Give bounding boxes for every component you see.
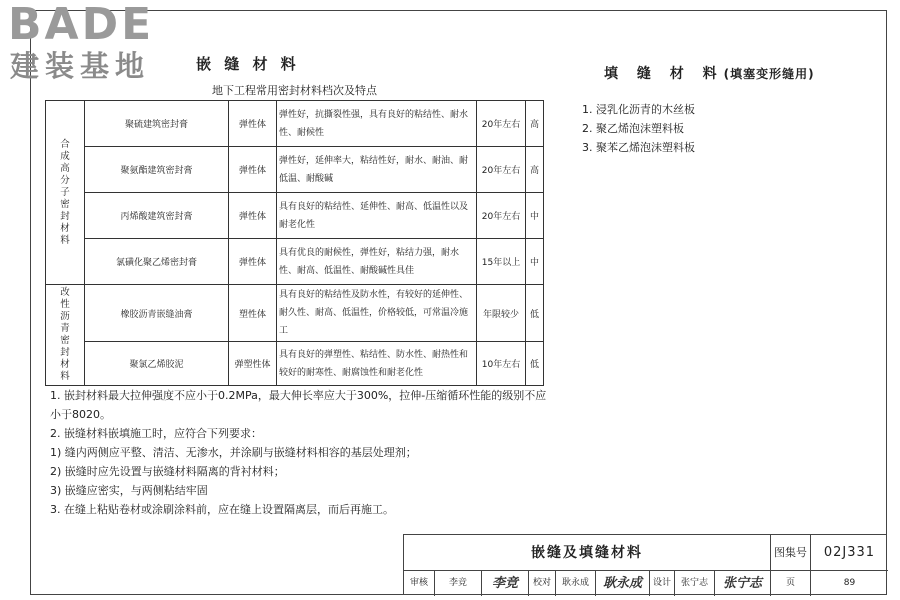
page-number: 89 xyxy=(843,578,856,588)
group-modified-asphalt: 改性沥青密封材料 xyxy=(46,285,85,386)
title-block xyxy=(403,534,887,595)
check-signature: 耿永成 xyxy=(596,571,650,596)
grade: 中 xyxy=(526,193,544,239)
table-row xyxy=(46,101,544,147)
grade: 高 xyxy=(526,101,544,147)
material-type: 弹性体 xyxy=(229,193,277,239)
note-line: 2) 嵌缝时应先设置与嵌缝材料隔离的背衬材料； xyxy=(50,465,285,478)
service-life: 20年左右 xyxy=(477,193,526,239)
drawing-title: 嵌缝及填缝材料 xyxy=(404,535,771,571)
table-row xyxy=(46,239,544,285)
design-label: 设计 xyxy=(650,571,675,596)
material-features: 弹性好，延伸率大，粘结性好，耐水、耐油、耐低温、耐酸碱 xyxy=(277,147,477,193)
check-name: 耿永成 xyxy=(556,571,596,596)
material-name: 聚氨酯建筑密封膏 xyxy=(85,147,229,193)
grade: 中 xyxy=(526,239,544,285)
grade: 低 xyxy=(526,342,544,386)
material-type: 塑性体 xyxy=(229,285,277,342)
material-type: 弹性体 xyxy=(229,239,277,285)
list-item: 3. 聚苯乙烯泡沫塑料板 xyxy=(582,141,695,154)
logo-chinese: 建装基地 xyxy=(10,49,151,83)
construction-notes xyxy=(50,386,547,519)
material-features: 具有良好的弹塑性、粘结性、防水性、耐热性和较好的耐寒性、耐腐蚀性和耐老化性 xyxy=(277,342,477,386)
filler-title-note: (填塞变形缝用) xyxy=(723,67,815,81)
list-item: 1. 浸乳化沥青的木丝板 xyxy=(582,103,695,116)
signature-row xyxy=(404,571,888,596)
note-line: 3) 嵌缝应密实，与两侧粘结牢固 xyxy=(50,484,208,497)
list-item: 2. 聚乙烯泡沫塑料板 xyxy=(582,122,684,135)
material-features: 弹性好，抗撕裂性强，具有良好的粘结性、耐水性、耐候性 xyxy=(277,101,477,147)
material-features: 具有良好的粘结性及防水性，有较好的延伸性、耐久性、耐高、低温性，价格较低，可常温冷施工 xyxy=(277,285,477,342)
check-label: 校对 xyxy=(529,571,556,596)
table-row xyxy=(46,193,544,239)
material-type: 弹塑性体 xyxy=(229,342,277,386)
service-life: 15年以上 xyxy=(477,239,526,285)
table-row xyxy=(46,285,544,342)
review-signature: 李竞 xyxy=(482,571,529,596)
note-line: 1) 缝内两侧应平整、清洁、无渗水，并涂刷与嵌缝材料相容的基层处理剂； xyxy=(50,446,417,459)
design-signature: 张宁志 xyxy=(715,571,771,596)
service-life: 年限较少 xyxy=(477,285,526,342)
material-name: 氯磺化聚乙烯密封膏 xyxy=(85,239,229,285)
service-life: 20年左右 xyxy=(477,101,526,147)
atlas-number: 02J331 xyxy=(811,535,888,571)
material-type: 弹性体 xyxy=(229,147,277,193)
material-name: 丙烯酸建筑密封膏 xyxy=(85,193,229,239)
logo xyxy=(8,2,178,86)
material-type: 弹性体 xyxy=(229,101,277,147)
note-line: 1. 嵌封材料最大拉伸强度不应小于0.2MPa，最大伸长率应大于300%，拉伸-压缩循环性能的级别不应 xyxy=(50,389,547,402)
material-features: 具有良好的粘结性、延伸性、耐高、低温性以及耐老化性 xyxy=(277,193,477,239)
filler-materials-list xyxy=(582,100,695,157)
material-name: 橡胶沥青嵌缝油膏 xyxy=(85,285,229,342)
sealant-table xyxy=(45,100,544,386)
design-name: 张宁志 xyxy=(675,571,715,596)
logo-english: BADE xyxy=(8,0,155,50)
filler-materials-title xyxy=(604,63,815,83)
table-row xyxy=(46,342,544,386)
material-name: 聚硫建筑密封膏 xyxy=(85,101,229,147)
review-name: 李竞 xyxy=(435,571,482,596)
group-synthetic-polymer: 合成高分子密封材料 xyxy=(46,101,85,285)
filler-title-main: 填 缝 材 料 xyxy=(604,66,724,82)
note-line: 3. 在缝上粘贴卷材或涂刷涂料前，应在缝上设置隔离层，而后再施工。 xyxy=(50,503,394,516)
caulking-materials-title: 嵌 缝 材 料 xyxy=(196,55,300,73)
review-label: 审核 xyxy=(404,571,435,596)
service-life: 10年左右 xyxy=(477,342,526,386)
grade: 低 xyxy=(526,285,544,342)
material-name: 聚氯乙烯胶泥 xyxy=(85,342,229,386)
note-line: 小于8020。 xyxy=(50,408,111,421)
atlas-number-label: 图集号 xyxy=(771,535,811,571)
table-row xyxy=(46,147,544,193)
material-features: 具有优良的耐候性，弹性好，粘结力强，耐水性、耐高、低温性、耐酸碱性具佳 xyxy=(277,239,477,285)
grade: 高 xyxy=(526,147,544,193)
service-life: 20年左右 xyxy=(477,147,526,193)
table-caption: 地下工程常用密封材料档次及特点 xyxy=(212,84,377,97)
page-label: 页 xyxy=(771,571,811,596)
note-line: 2. 嵌缝材料嵌填施工时，应符合下列要求： xyxy=(50,427,262,440)
